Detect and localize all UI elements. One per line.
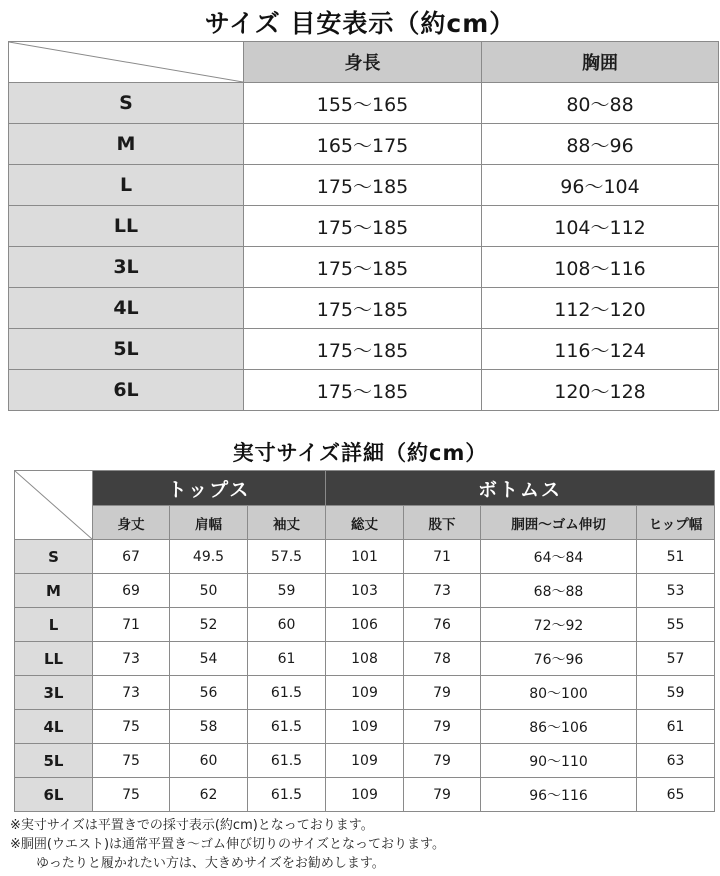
measurement-cell: 60 — [248, 608, 326, 642]
size-label: 3L — [15, 676, 93, 710]
height-value: 175〜185 — [244, 288, 482, 329]
measurement-cell: 69 — [93, 574, 170, 608]
height-value: 175〜185 — [244, 247, 482, 288]
table-row — [15, 574, 715, 608]
measurement-cell: 72〜92 — [481, 608, 637, 642]
table-row — [15, 710, 715, 744]
chest-value: 108〜116 — [482, 247, 719, 288]
measurement-cell: 86〜106 — [481, 710, 637, 744]
size-label: L — [15, 608, 93, 642]
measurement-cell: 75 — [93, 710, 170, 744]
size-label: 4L — [15, 710, 93, 744]
size-label: S — [15, 540, 93, 574]
measurement-cell: 78 — [404, 642, 481, 676]
measurement-cell: 79 — [404, 676, 481, 710]
group-bottoms: ボトムス — [326, 471, 715, 506]
column-header: 肩幅 — [170, 506, 248, 540]
measurement-cell: 71 — [93, 608, 170, 642]
footnote: ※胴囲(ウエスト)は通常平置き〜ゴム伸び切りのサイズとなっております。 — [10, 837, 445, 852]
measurement-cell: 56 — [170, 676, 248, 710]
measurement-cell: 61 — [248, 642, 326, 676]
table-row — [9, 288, 719, 329]
size-label: M — [15, 574, 93, 608]
column-header: ヒップ幅 — [637, 506, 715, 540]
measurements-title: 実寸サイズ詳細（約cm） — [232, 441, 488, 465]
measurements-table — [14, 470, 715, 812]
size-label: LL — [15, 642, 93, 676]
measurement-cell: 59 — [248, 574, 326, 608]
measurement-cell: 106 — [326, 608, 404, 642]
column-header: 股下 — [404, 506, 481, 540]
measurement-cell: 49.5 — [170, 540, 248, 574]
table-row — [9, 124, 719, 165]
table-row — [9, 329, 719, 370]
table-row — [15, 778, 715, 812]
measurement-cell: 79 — [404, 744, 481, 778]
header-chest: 胸囲 — [482, 42, 719, 83]
column-header: 総丈 — [326, 506, 404, 540]
measurement-cell: 79 — [404, 778, 481, 812]
table-row — [9, 370, 719, 411]
column-header: 袖丈 — [248, 506, 326, 540]
chest-value: 120〜128 — [482, 370, 719, 411]
table-row — [15, 608, 715, 642]
measurement-cell: 109 — [326, 778, 404, 812]
measurement-cell: 65 — [637, 778, 715, 812]
measurement-cell: 64〜84 — [481, 540, 637, 574]
table-row — [15, 540, 715, 574]
measurement-cell: 109 — [326, 710, 404, 744]
group-tops: トップス — [93, 471, 326, 506]
group-header-row — [15, 471, 715, 506]
table-row — [9, 165, 719, 206]
column-header: 身丈 — [93, 506, 170, 540]
footnotes — [10, 816, 715, 873]
measurement-cell: 73 — [93, 642, 170, 676]
size-guide-header-row — [9, 42, 719, 83]
measurement-cell: 76〜96 — [481, 642, 637, 676]
measurement-cell: 57 — [637, 642, 715, 676]
measurement-cell: 75 — [93, 744, 170, 778]
size-label: L — [9, 165, 244, 206]
measurement-cell: 109 — [326, 676, 404, 710]
measurement-cell: 90〜110 — [481, 744, 637, 778]
size-label: 3L — [9, 247, 244, 288]
measurement-cell: 54 — [170, 642, 248, 676]
table-row — [15, 744, 715, 778]
measurement-cell: 53 — [637, 574, 715, 608]
measurement-cell: 51 — [637, 540, 715, 574]
measurement-cell: 68〜88 — [481, 574, 637, 608]
measurement-cell: 108 — [326, 642, 404, 676]
size-guide-table — [8, 41, 719, 411]
measurement-cell: 61.5 — [248, 778, 326, 812]
measurement-cell: 79 — [404, 710, 481, 744]
header-height: 身長 — [244, 42, 482, 83]
measurement-cell: 50 — [170, 574, 248, 608]
table-corner-cell — [15, 471, 93, 540]
measurement-cell: 61.5 — [248, 710, 326, 744]
measurement-cell: 71 — [404, 540, 481, 574]
measurement-cell: 73 — [404, 574, 481, 608]
measurement-cell: 73 — [93, 676, 170, 710]
table-row — [15, 676, 715, 710]
size-label: 4L — [9, 288, 244, 329]
measurement-cell: 61.5 — [248, 676, 326, 710]
measurement-cell: 101 — [326, 540, 404, 574]
size-label: M — [9, 124, 244, 165]
table-row — [15, 642, 715, 676]
size-label: LL — [9, 206, 244, 247]
column-header-row — [15, 506, 715, 540]
table-row — [9, 206, 719, 247]
chest-value: 80〜88 — [482, 83, 719, 124]
measurement-cell: 96〜116 — [481, 778, 637, 812]
height-value: 165〜175 — [244, 124, 482, 165]
height-value: 175〜185 — [244, 165, 482, 206]
measurement-cell: 55 — [637, 608, 715, 642]
size-label: S — [9, 83, 244, 124]
measurement-cell: 61 — [637, 710, 715, 744]
height-value: 175〜185 — [244, 206, 482, 247]
chest-value: 104〜112 — [482, 206, 719, 247]
footnote: ゆったりと履かれたい方は、大きめサイズをお勧めします。 — [36, 856, 385, 871]
measurement-cell: 61.5 — [248, 744, 326, 778]
measurement-cell: 57.5 — [248, 540, 326, 574]
chest-value: 116〜124 — [482, 329, 719, 370]
measurement-cell: 63 — [637, 744, 715, 778]
footnote: ※実寸サイズは平置きでの採寸表示(約cm)となっております。 — [10, 818, 374, 833]
size-guide-title: サイズ 目安表示（約cm） — [204, 9, 516, 38]
measurement-cell: 59 — [637, 676, 715, 710]
size-label: 5L — [9, 329, 244, 370]
table-row — [9, 83, 719, 124]
measurement-cell: 80〜100 — [481, 676, 637, 710]
chest-value: 88〜96 — [482, 124, 719, 165]
size-label: 5L — [15, 744, 93, 778]
measurement-cell: 76 — [404, 608, 481, 642]
measurement-cell: 109 — [326, 744, 404, 778]
measurement-cell: 62 — [170, 778, 248, 812]
measurement-cell: 103 — [326, 574, 404, 608]
size-label: 6L — [15, 778, 93, 812]
table-row — [9, 247, 719, 288]
measurement-cell: 52 — [170, 608, 248, 642]
chest-value: 112〜120 — [482, 288, 719, 329]
measurement-cell: 75 — [93, 778, 170, 812]
chest-value: 96〜104 — [482, 165, 719, 206]
height-value: 175〜185 — [244, 370, 482, 411]
measurement-cell: 60 — [170, 744, 248, 778]
table-corner-cell — [9, 42, 244, 83]
measurement-cell: 67 — [93, 540, 170, 574]
height-value: 155〜165 — [244, 83, 482, 124]
size-label: 6L — [9, 370, 244, 411]
column-header: 胴囲〜ゴム伸切 — [481, 506, 637, 540]
measurement-cell: 58 — [170, 710, 248, 744]
height-value: 175〜185 — [244, 329, 482, 370]
